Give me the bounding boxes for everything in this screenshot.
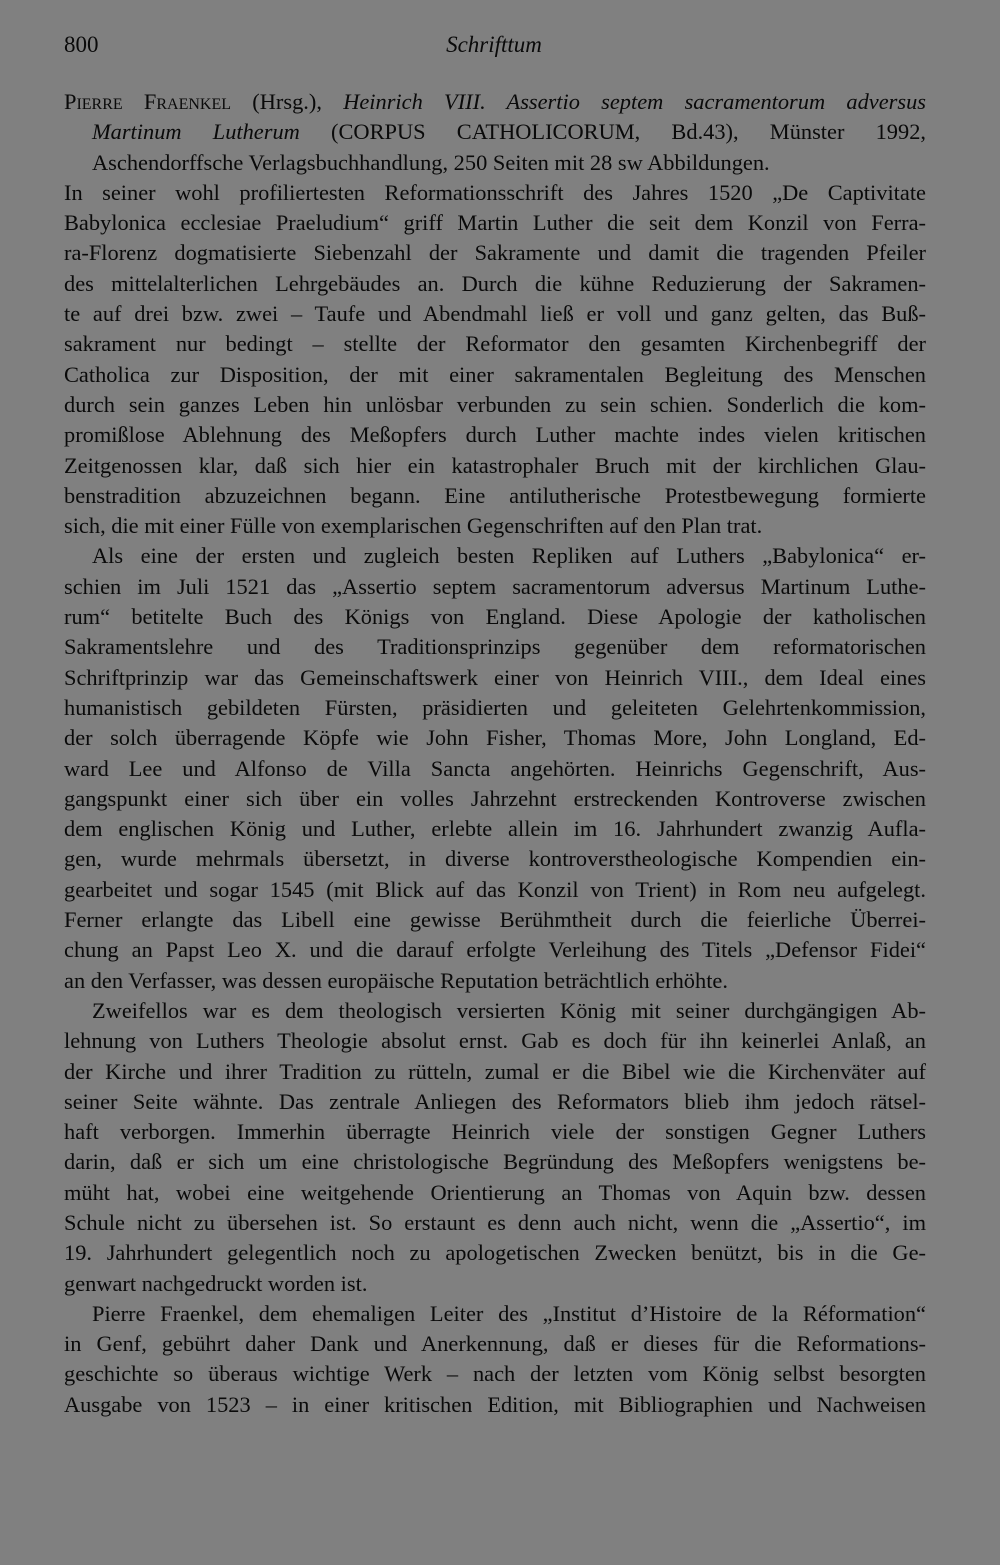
text-line: ward Lee und Alfonso de Villa Sancta angehörten. Heinrichs Gegenschrift, Aus- [64,755,926,781]
text-line: Als eine der ersten und zugleich besten Repliken auf Luthers „Babylonica“ er- [92,543,926,569]
text-line: Ausgabe von 1523 – in einer kritischen Edition, mit Bibliographien und Nachweisen [64,1391,926,1417]
text-line: 19. Jahrhundert gelegentlich noch zu apologetischen Zwecken benützt, bis in die Ge- [64,1240,926,1266]
text-line: an den Verfasser, was dessen europäische Reputation beträchtlich erhöhte. [64,967,728,993]
text-line: Babylonica ecclesiae Praeludium“ griff Martin Luther die seit dem Konzil von Ferra- [64,210,926,236]
text-line: In seiner wohl profiliertesten Reformationsschrift des Jahres 1520 „De Captivitate [64,179,926,205]
text-line: der solch überragende Köpfe wie John Fisher, Thomas More, John Longland, Ed- [64,725,926,751]
text-line: Ferner erlangte das Libell eine gewisse Berühmtheit durch die feierliche Überrei- [64,907,926,933]
citation-editor-suffix: (Hrsg.), [231,89,344,114]
text-line: gearbeitet und sogar 1545 (mit Blick auf das Konzil von Trient) in Rom neu aufgelegt. [64,876,926,902]
text-line: der Kirche und ihrer Tradition zu rütteln, zumal er die Bibel wie die Kirchenväter auf [64,1058,926,1084]
citation-line-1 [64,87,926,117]
text-line: lehnung von Luthers Theologie absolut ernst. Gab es doch für ihn keinerlei Anlaß, an [64,1028,926,1054]
text-line: Schule nicht zu übersehen ist. So erstaunt es denn auch nicht, wenn die „Assertio“, im [64,1209,926,1235]
citation-title-cont: Martinum Lutherum [92,119,300,145]
body-text [64,178,926,1420]
page-number: 800 [64,32,99,57]
text-line: ra-Florenz dogmatisierte Siebenzahl der Sakramente und damit die tragenden Pfeiler [64,240,926,266]
text-line: chung an Papst Leo X. und die darauf erfolgte Verleihung des Titels „Defensor Fidei“ [64,937,926,963]
text-line: in Genf, gebührt daher Dank und Anerkennung, daß er dieses für die Reformations- [64,1331,926,1357]
text-line: müht hat, wobei eine weitgehende Orientierung an Thomas von Aquin bzw. dessen [64,1179,926,1205]
page-header [64,32,924,66]
citation-line-3: Aschendorffsche Verlagsbuchhandlung, 250 Seiten mit 28 sw Abbildungen. [92,149,770,175]
citation-series: (CORPUS CATHOLICORUM, Bd.43), Münster 1992, [299,119,926,145]
text-line: humanistisch gebildeten Fürsten, präsidierten und geleiteten Gelehrtenkommission, [64,694,926,720]
text-line: schien im Juli 1521 das „Assertio septem sacramentorum adversus Martinum Luthe- [64,573,926,599]
text-line: benstradition abzuzeichnen begann. Eine antilutherische Protestbewegung formierte [64,482,926,508]
citation-title: Heinrich VIII. Assertio septem sacramentorum adversus [343,89,926,114]
citation-author: Pierre Fraenkel [64,89,232,114]
text-line: des mittelalterlichen Lehrgebäudes an. Durch die kühne Reduzierung der Sakramen- [64,270,926,296]
text-line: genwart nachgedruckt worden ist. [64,1270,368,1296]
text-line: promißlose Ablehnung des Meßopfers durch Luther machte indes vielen kritischen [64,422,926,448]
text-line: sich, die mit einer Fülle von exemplarischen Gegenschriften auf den Plan trat. [64,513,763,539]
text-line: Zweifellos war es dem theologisch versierten König mit seiner durchgängigen Ab- [92,997,926,1023]
text-line: Schriftprinzip war das Gemeinschaftswerk einer von Heinrich VIII., dem Ideal eines [64,664,926,690]
text-line: Catholica zur Disposition, der mit einer sakramentalen Begleitung des Menschen [64,361,926,387]
text-line: seiner Seite wähnte. Das zentrale Anliegen des Reformators blieb ihm jedoch rätsel- [64,1088,926,1114]
text-line: gen, wurde mehrmals übersetzt, in diverse kontroverstheologische Kompendien ein- [64,846,926,872]
text-line: Zeitgenossen klar, daß sich hier ein katastrophaler Bruch mit der kirchlichen Glau- [64,452,926,478]
running-title: Schrifttum [446,32,542,57]
text-line: haft verborgen. Immerhin überragte Heinrich viele der sonstigen Gegner Luthers [64,1119,926,1145]
review-body [64,87,926,1420]
text-line: dem englischen König und Luther, erlebte allein im 16. Jahrhundert zwanzig Aufla- [64,816,926,842]
citation-line-2 [64,117,926,147]
text-line: Sakramentslehre und des Traditionsprinzips gegenüber dem reformatorischen [64,634,926,660]
text-line: rum“ betitelte Buch des Königs von England. Diese Apologie der katholischen [64,604,926,630]
text-line: darin, daß er sich um eine christologische Begründung des Meßopfers wenigstens be- [64,1149,926,1175]
text-line: gangspunkt einer sich über ein volles Jahrzehnt erstreckenden Kontroverse zwischen [64,785,926,811]
text-line: geschichte so überaus wichtige Werk – nach der letzten vom König selbst besorgten [64,1361,926,1387]
text-line: sakrament nur bedingt – stellte der Reformator den gesamten Kirchenbegriff der [64,331,926,357]
text-line: Pierre Fraenkel, dem ehemaligen Leiter des „Institut d’Histoire de la Réformation“ [92,1300,926,1326]
text-line: durch sein ganzes Leben hin unlösbar verbunden zu sein schien. Sonderlich die kom- [64,391,926,417]
text-line: te auf drei bzw. zwei – Taufe und Abendmahl ließ er voll und ganz gelten, das Buß- [64,301,926,327]
